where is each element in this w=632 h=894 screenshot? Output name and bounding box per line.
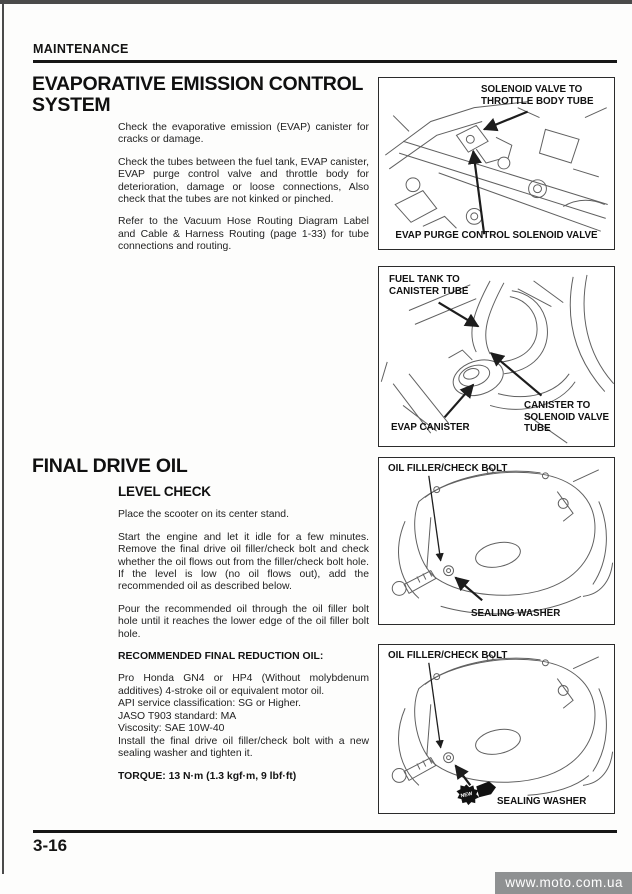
label-evap-canister: EVAP CANISTER	[391, 422, 470, 433]
new-badge-icon	[456, 781, 496, 805]
header-rule	[33, 60, 617, 63]
figure-evap-canister	[378, 266, 615, 447]
footer-rule	[33, 830, 617, 833]
chapter-header: MAINTENANCE	[33, 42, 129, 56]
label-sealing-washer: SEALING WASHER	[471, 608, 561, 619]
page-number: 3-16	[33, 836, 68, 855]
final-drive-title-text: FINAL DRIVE OIL	[32, 455, 188, 477]
figure-evap-solenoid-valve	[378, 77, 615, 250]
final-drive-paragraph: Pour the recommended oil through the oil filler bolt hole until it reaches the lower edge of the oil filler bolt hole.	[118, 603, 369, 640]
new-badge-text: NEW	[460, 790, 474, 800]
evap-title-line1: EVAPORATIVE EMISSION CONTROL	[32, 73, 364, 95]
label-evap-purge-control-solenoid-valve: EVAP PURGE CONTROL SOLENOID VALVE	[395, 230, 598, 241]
label-line: SOLENOID VALVE	[524, 411, 610, 423]
final-drive-cover-line-art	[379, 458, 614, 624]
scan-left-edge	[2, 0, 4, 874]
figure-oil-filler-new-washer	[378, 644, 615, 814]
label-line: CANISTER TO	[524, 400, 591, 411]
label-canister-to-solenoid-valve-tube	[524, 400, 609, 435]
recommended-oil-heading: RECOMMENDED FINAL REDUCTION OIL:	[118, 651, 324, 663]
scan-top-edge	[0, 0, 632, 4]
spec-api: API service classification: SG or Higher.	[118, 698, 302, 710]
label-line: TUBE	[524, 423, 551, 434]
evap-paragraph: Check the tubes between the fuel tank, EVAP canister, EVAP purge control valve and throttle body for deterioration, damage or loose connections, Also check that the tubes are not kinked or pinched.	[118, 156, 369, 206]
level-check-subheading: LEVEL CHECK	[118, 484, 211, 499]
evap-paragraph: Refer to the Vacuum Hose Routing Diagram Label and Cable & Harness Routing (page 1-33) for tube connections and routing.	[118, 216, 369, 253]
label-oil-filler-check-bolt: OIL FILLER/CHECK BOLT	[388, 463, 508, 474]
label-solenoid-valve-to-throttle-body-tube	[481, 84, 593, 107]
spec-jaso: JASO T903 standard: MA	[118, 710, 237, 722]
install-note: Install the final drive oil filler/check bolt with a new sealing washer and tighten it.	[118, 735, 369, 759]
label-line: CANISTER TUBE	[389, 285, 469, 297]
final-drive-section-title	[32, 456, 187, 477]
figure-oil-filler-check-bolt	[378, 457, 615, 625]
label-oil-filler-check-bolt: OIL FILLER/CHECK BOLT	[388, 650, 508, 661]
evap-body-text	[118, 122, 369, 264]
torque-spec: TORQUE: 13 N·m (1.3 kgf·m, 9 lbf·ft)	[118, 771, 297, 783]
label-fuel-tank-to-canister-tube	[389, 274, 468, 297]
label-line: FUEL TANK TO	[389, 274, 460, 285]
label-sealing-washer: SEALING WASHER	[497, 796, 587, 807]
final-drive-cover-line-art-2	[379, 645, 614, 813]
spec-oil-type: Pro Honda GN4 or HP4 (Without molybdenum additives) 4-stroke oil or equivalent motor oil.	[118, 673, 369, 697]
evap-paragraph: Check the evaporative emission (EVAP) canister for cracks or damage.	[118, 122, 369, 146]
evap-section-title	[32, 74, 363, 116]
evap-title-line2: SYSTEM	[32, 94, 111, 116]
label-line: THROTTLE BODY TUBE	[481, 95, 594, 107]
final-drive-body-text	[118, 486, 369, 794]
final-drive-paragraph: Start the engine and let it idle for a few minutes. Remove the final drive oil filler/check bolt and check whether the oil flows out from the filler/check bolt hole. If the level is low (no oil flows out), add the recommended oil as described below.	[118, 531, 369, 593]
watermark: www.moto.com.ua	[495, 872, 632, 894]
final-drive-paragraph: Place the scooter on its center stand.	[118, 509, 289, 521]
label-line: SOLENOID VALVE TO	[481, 84, 583, 95]
spec-viscosity: Viscosity: SAE 10W-40	[118, 723, 225, 735]
